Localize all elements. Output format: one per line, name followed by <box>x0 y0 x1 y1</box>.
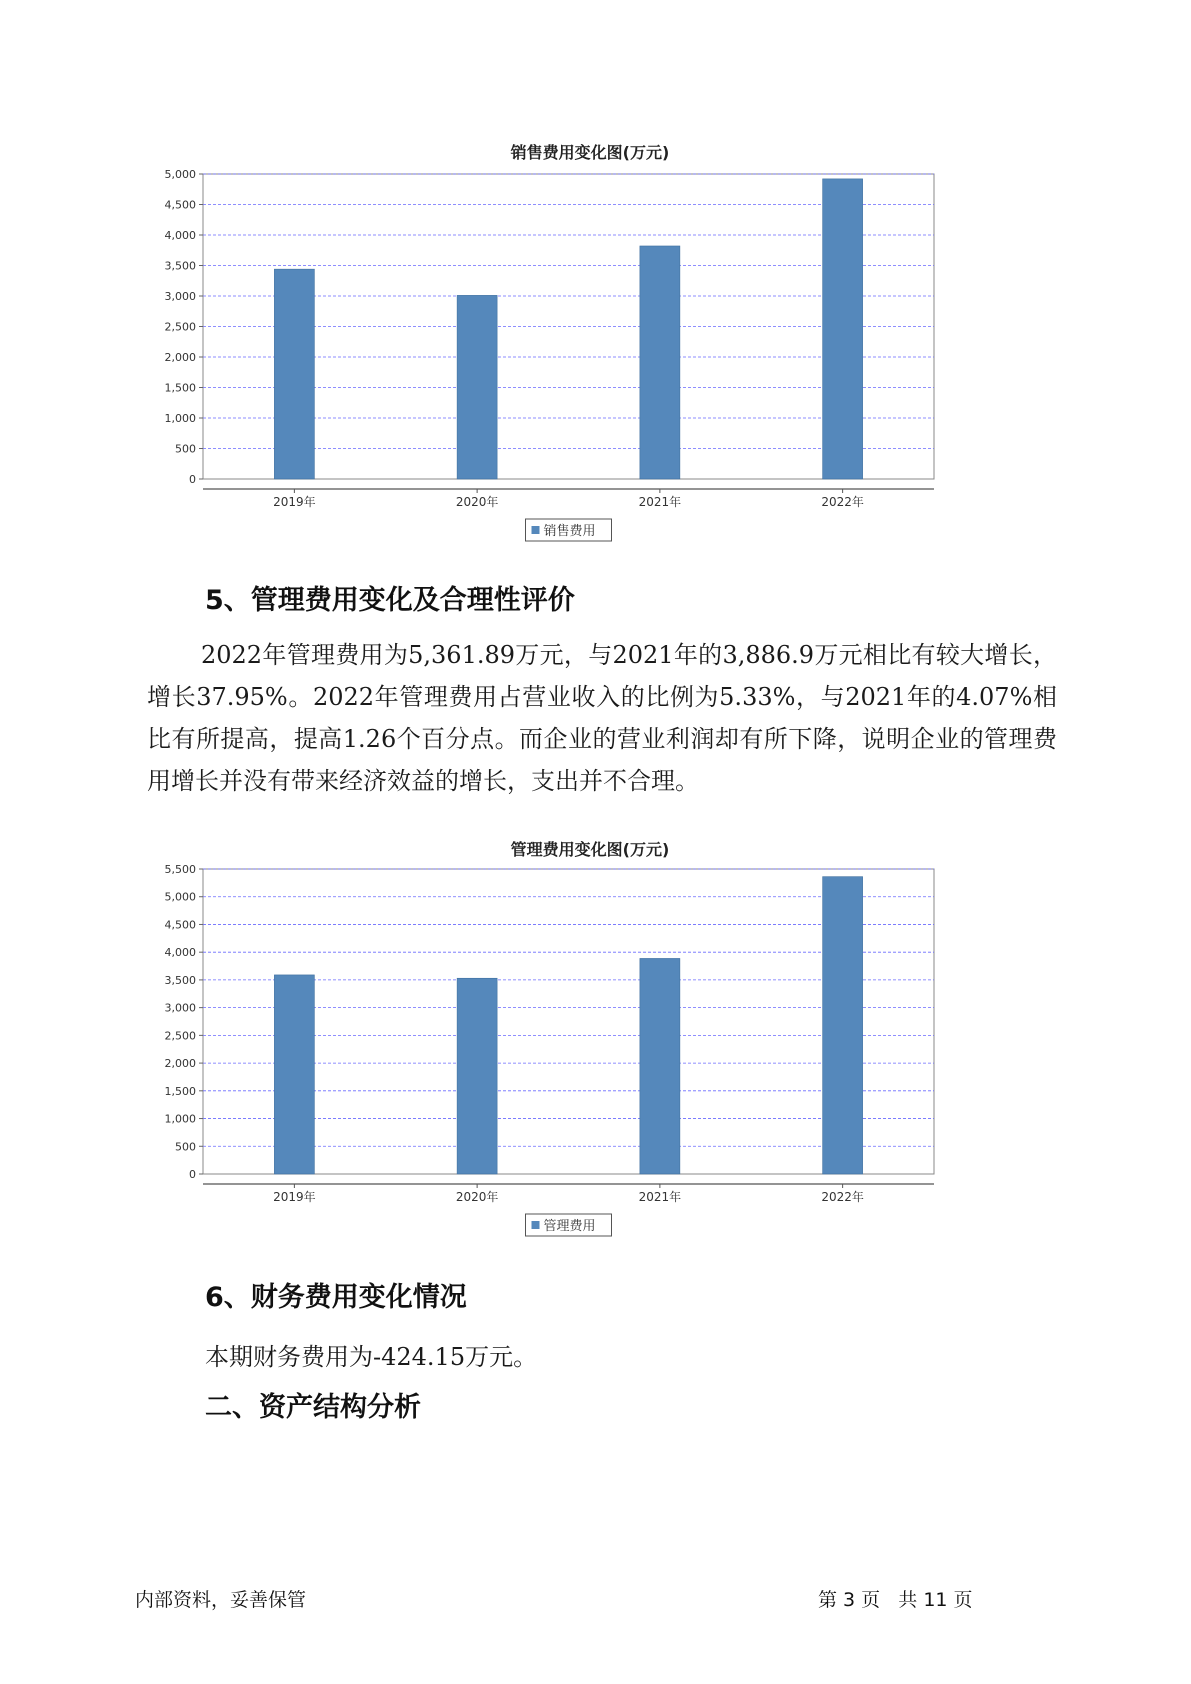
y-tick-label: 5,000 <box>164 890 196 904</box>
admin-expense-chart <box>150 837 1030 1257</box>
footer-page-number: 第 3 页 共 11 页 <box>818 1589 973 1611</box>
y-tick-label: 500 <box>175 442 196 456</box>
legend-label: 销售费用 <box>543 524 596 539</box>
y-tick-label: 5,500 <box>164 863 196 876</box>
bar <box>274 269 314 479</box>
x-tick-label: 2022年 <box>821 1190 864 1204</box>
y-tick-label: 4,000 <box>164 229 196 242</box>
y-tick-label: 2,000 <box>164 351 196 364</box>
y-tick-label: 1,500 <box>164 381 196 395</box>
x-tick-label: 2021年 <box>638 495 682 509</box>
y-tick-label: 3,500 <box>164 259 196 273</box>
y-tick-label: 1,500 <box>164 1084 196 1098</box>
y-tick-label: 4,000 <box>164 946 196 960</box>
y-tick-label: 0 <box>189 1168 196 1181</box>
y-tick-label: 2,000 <box>164 1057 196 1071</box>
x-tick-label: 2020年 <box>455 495 499 509</box>
y-tick-label: 1,000 <box>164 1112 196 1126</box>
y-tick-label: 4,500 <box>164 198 196 212</box>
x-tick-label: 2021年 <box>638 1190 682 1204</box>
legend <box>526 1214 612 1236</box>
bar <box>457 978 497 1174</box>
section-6-heading: 6、财务费用变化情况 <box>205 1282 467 1313</box>
footer-confidential-note: 内部资料，妥善保管 <box>135 1589 307 1611</box>
x-tick-label: 2019年 <box>273 495 316 509</box>
y-tick-label: 0 <box>189 473 196 486</box>
section-5-text: 2022年管理费用为5,361.89万元，与2021年的3,886.9万元相比有较大增长，增长37.95%。2022年管理费用占营业收入的比例为5.33%，与2021年的4.07%相比有所提高，提高1.26个百分点。而企业的营业利润却有所下降，说明企业的管理费用增长并没有带来经济效益的增长，支出并不合理。 <box>147 641 1057 795</box>
chart-plot <box>150 162 1030 562</box>
sales-expense-chart <box>150 140 1030 560</box>
x-tick-label: 2020年 <box>455 1190 499 1204</box>
legend <box>526 519 612 541</box>
y-tick-label: 3,000 <box>164 1001 196 1015</box>
y-tick-label: 500 <box>175 1140 196 1154</box>
bar <box>274 975 314 1174</box>
legend-label: 管理费用 <box>543 1219 596 1234</box>
asset-structure-heading: 二、资产结构分析 <box>205 1392 421 1423</box>
x-tick-label: 2022年 <box>821 495 864 509</box>
x-tick-label: 2019年 <box>273 1190 316 1204</box>
chart-title: 销售费用变化图(万元) <box>510 143 670 162</box>
bar <box>823 877 863 1174</box>
y-tick-label: 3,500 <box>164 973 196 987</box>
y-tick-label: 4,500 <box>164 918 196 932</box>
chart-title: 管理费用变化图(万元) <box>510 840 670 859</box>
y-tick-label: 5,000 <box>164 168 196 181</box>
y-tick-label: 2,500 <box>164 1029 196 1043</box>
section-5-heading: 5、管理费用变化及合理性评价 <box>205 585 575 616</box>
section-5-paragraph <box>147 634 1057 802</box>
y-tick-label: 2,500 <box>164 320 196 334</box>
bar <box>640 958 680 1174</box>
y-tick-label: 3,000 <box>164 290 196 303</box>
section-6-text: 本期财务费用为-424.15万元。 <box>205 1343 538 1371</box>
chart-plot <box>150 857 1030 1257</box>
bar <box>457 295 497 479</box>
legend-swatch <box>532 526 540 534</box>
legend-swatch <box>532 1221 540 1229</box>
y-tick-label: 1,000 <box>164 412 196 425</box>
bar <box>823 179 863 479</box>
bar <box>640 246 680 479</box>
